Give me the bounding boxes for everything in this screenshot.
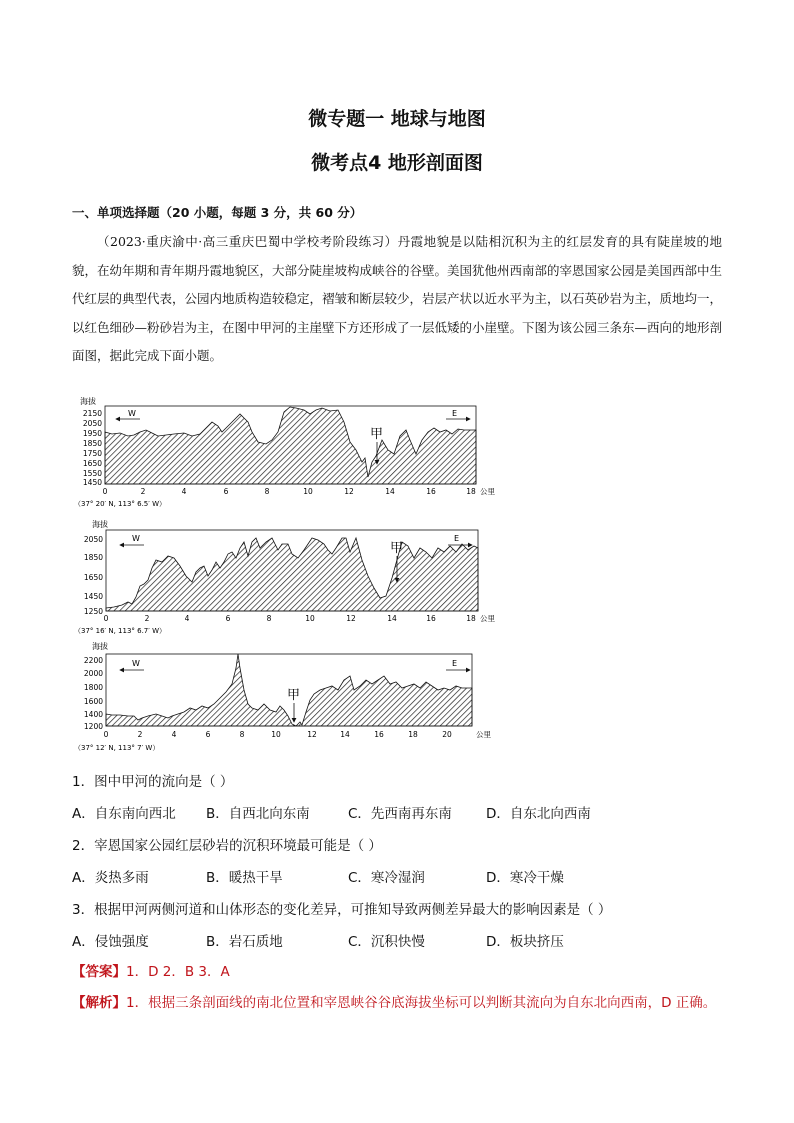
profile-2-ytick: 1850 [83,553,103,562]
option[interactable]: A．侵蚀强度 [72,934,149,950]
profile-2-xtick: 16 [426,614,436,623]
profile-3-xtick: 0 [103,730,109,739]
profile-1-xtick: 2 [140,487,146,496]
question-2-options [72,866,752,886]
question-3-options [72,930,752,950]
profile-1-xtick: 14 [385,487,395,496]
option[interactable]: A．自东南向西北 [72,806,176,822]
profile-2-ytick: 1250 [83,607,103,616]
option[interactable]: D．自东北向西南 [486,806,591,822]
profile-1-ytick: 2150 [82,409,102,418]
option[interactable]: D．寒冷干燥 [486,870,564,886]
answer-line [72,960,230,980]
profile-3-xunit: 公里 [476,730,491,739]
profile-3-xtick: 14 [340,730,350,739]
profile-2-west: W [132,534,140,543]
profile-2-ytick: 1450 [83,592,103,601]
profile-3-xtick: 8 [239,730,245,739]
option[interactable]: C．沉积快慢 [348,934,425,950]
profile-3-xtick: 4 [171,730,177,739]
profile-2-yticks [84,535,103,616]
profile-3-ytick: 2000 [83,669,103,678]
profile-3-yticks [84,656,103,731]
profile-1-west: W [128,409,136,418]
profile-3-coord: （37° 12′ N, 113° 7′ W） [74,744,160,752]
profile-3-xtick: 16 [374,730,384,739]
profile-2-east: E [454,534,460,543]
passage-text: （2023·重庆渝中·高三重庆巴蜀中学校考阶段练习）丹霞地貌是以陆相沉积为主的红层发育的具有陡崖坡的地貌，在幼年期和青年期丹霞地貌区，大部分陡崖坡构成峡谷的谷壁。美国犹他州西南部的宰恩国家公园是美国西部中生代红层的典型代表，公园内地质构造较稳定，褶皱和断层较少，岩层产状以近水平为主，以石英砂岩为主，质地均一，以红色细砂—粉砂岩为主，在图中甲河的主崖壁下方还形成了一层低矮的小崖壁。下图为该公园三条东—西向的地形剖面图，据此完成下面小题。 [72,234,723,364]
option[interactable]: C．先西南再东南 [348,806,452,822]
profile-2-xtick: 10 [305,614,315,623]
profile-1-east: E [452,409,458,418]
profile-2-terrain [106,538,478,611]
profile-2-xticks [104,614,496,623]
profile-2-xtick: 6 [225,614,231,623]
profile-1-xtick: 16 [426,487,436,496]
question-1: 1．图中甲河的流向是（ ） [72,774,234,790]
profile-2-ytick: 1650 [83,573,103,582]
profile-3-west: W [132,659,140,668]
profile-3-xtick: 6 [205,730,211,739]
profile-1-ytick: 1450 [82,478,102,487]
profile-2-ytick: 2050 [83,535,103,544]
profile-1-xtick: 0 [102,487,108,496]
explanation-label: 【解析】 [72,995,126,1011]
profile-1-yticks [83,409,102,487]
section-heading: 一、单项选择题（20 小题，每题 3 分，共 60 分） [72,205,363,220]
question-2: 2．宰恩国家公园红层砂岩的沉积环境最可能是（ ） [72,838,382,854]
profile-3-ylabel: 海拔 [92,642,108,651]
terrain-profile-figure [72,392,512,762]
profile-2-coord: （37° 16′ N, 113° 6.7′ W） [74,627,166,635]
profile-1-terrain [105,407,476,484]
profile-3-xtick: 10 [271,730,281,739]
profile-3-xticks [104,730,492,739]
profile-1-xtick: 8 [264,487,270,496]
profile-2-xtick: 4 [184,614,190,623]
option[interactable]: B．暖热干旱 [206,870,283,886]
profile-1-ytick: 1850 [82,439,102,448]
answer-text: 1．D 2．B 3．A [126,964,230,980]
profile-1-xtick: 6 [223,487,229,496]
answer-label: 【答案】 [72,964,126,980]
option[interactable]: D．板块挤压 [486,934,564,950]
profile-2-xtick: 0 [103,614,109,623]
profile-3-ytick: 1400 [83,710,103,719]
profile-1-xtick: 4 [181,487,187,496]
profile-3-east: E [452,659,458,668]
page-title: 微专题一 地球与地图 [308,108,486,130]
profile-1-river-label: 甲 [370,427,384,442]
profile-3-xtick: 12 [307,730,317,739]
option[interactable]: B．自西北向东南 [206,806,310,822]
explanation-text: 1．根据三条剖面线的南北位置和宰恩峡谷谷底海拔坐标可以判断其流向为自东北向西南，D 正确。 [126,995,717,1011]
profile-2-xtick: 14 [387,614,397,623]
profile-3-xtick: 18 [408,730,418,739]
profile-2-xunit: 公里 [480,614,495,623]
profile-1-ytick: 1950 [82,429,102,438]
profile-1-ytick: 1550 [82,469,102,478]
profile-2-xtick: 18 [466,614,476,623]
page-subtitle: 微考点4 地形剖面图 [311,152,483,174]
profile-1-ytick: 2050 [82,419,102,428]
profile-2-xtick: 8 [266,614,272,623]
profile-1-ytick: 1750 [82,449,102,458]
profile-3-ytick: 2200 [83,656,103,665]
profile-3-xtick: 20 [442,730,452,739]
profile-1-xunit: 公里 [480,487,495,496]
question-3: 3．根据甲河两侧河道和山体形态的变化差异，可推知导致两侧差异最大的影响因素是（ ） [72,902,612,918]
question-1-options [72,802,752,822]
option[interactable]: B．岩石质地 [206,934,283,950]
profile-1-xtick: 12 [344,487,354,496]
profile-3 [74,641,491,752]
profile-3-ytick: 1200 [83,722,103,731]
option[interactable]: C．寒冷湿润 [348,870,425,886]
profile-1-ylabel: 海拔 [80,397,96,406]
profile-2 [74,519,495,635]
profile-1-xtick: 10 [303,487,313,496]
profile-2-xtick: 2 [144,614,150,623]
profile-2-xtick: 12 [346,614,356,623]
profile-3-ytick: 1800 [83,683,103,692]
profile-1-xtick: 18 [466,487,476,496]
profile-2-river-label: 甲 [390,541,404,556]
profile-1 [74,396,495,508]
profile-1-xticks [103,487,496,496]
option[interactable]: A．炎热多雨 [72,870,149,886]
profile-3-xtick: 2 [137,730,143,739]
passage [72,228,722,371]
profile-3-river-label: 甲 [287,688,301,703]
profile-1-coord: （37° 20′ N, 113° 6.5′ W） [74,500,166,508]
profile-3-ytick: 1600 [83,697,103,706]
profile-2-ylabel: 海拔 [92,520,108,529]
profile-1-ytick: 1650 [82,459,102,468]
explanation-line [72,991,716,1011]
